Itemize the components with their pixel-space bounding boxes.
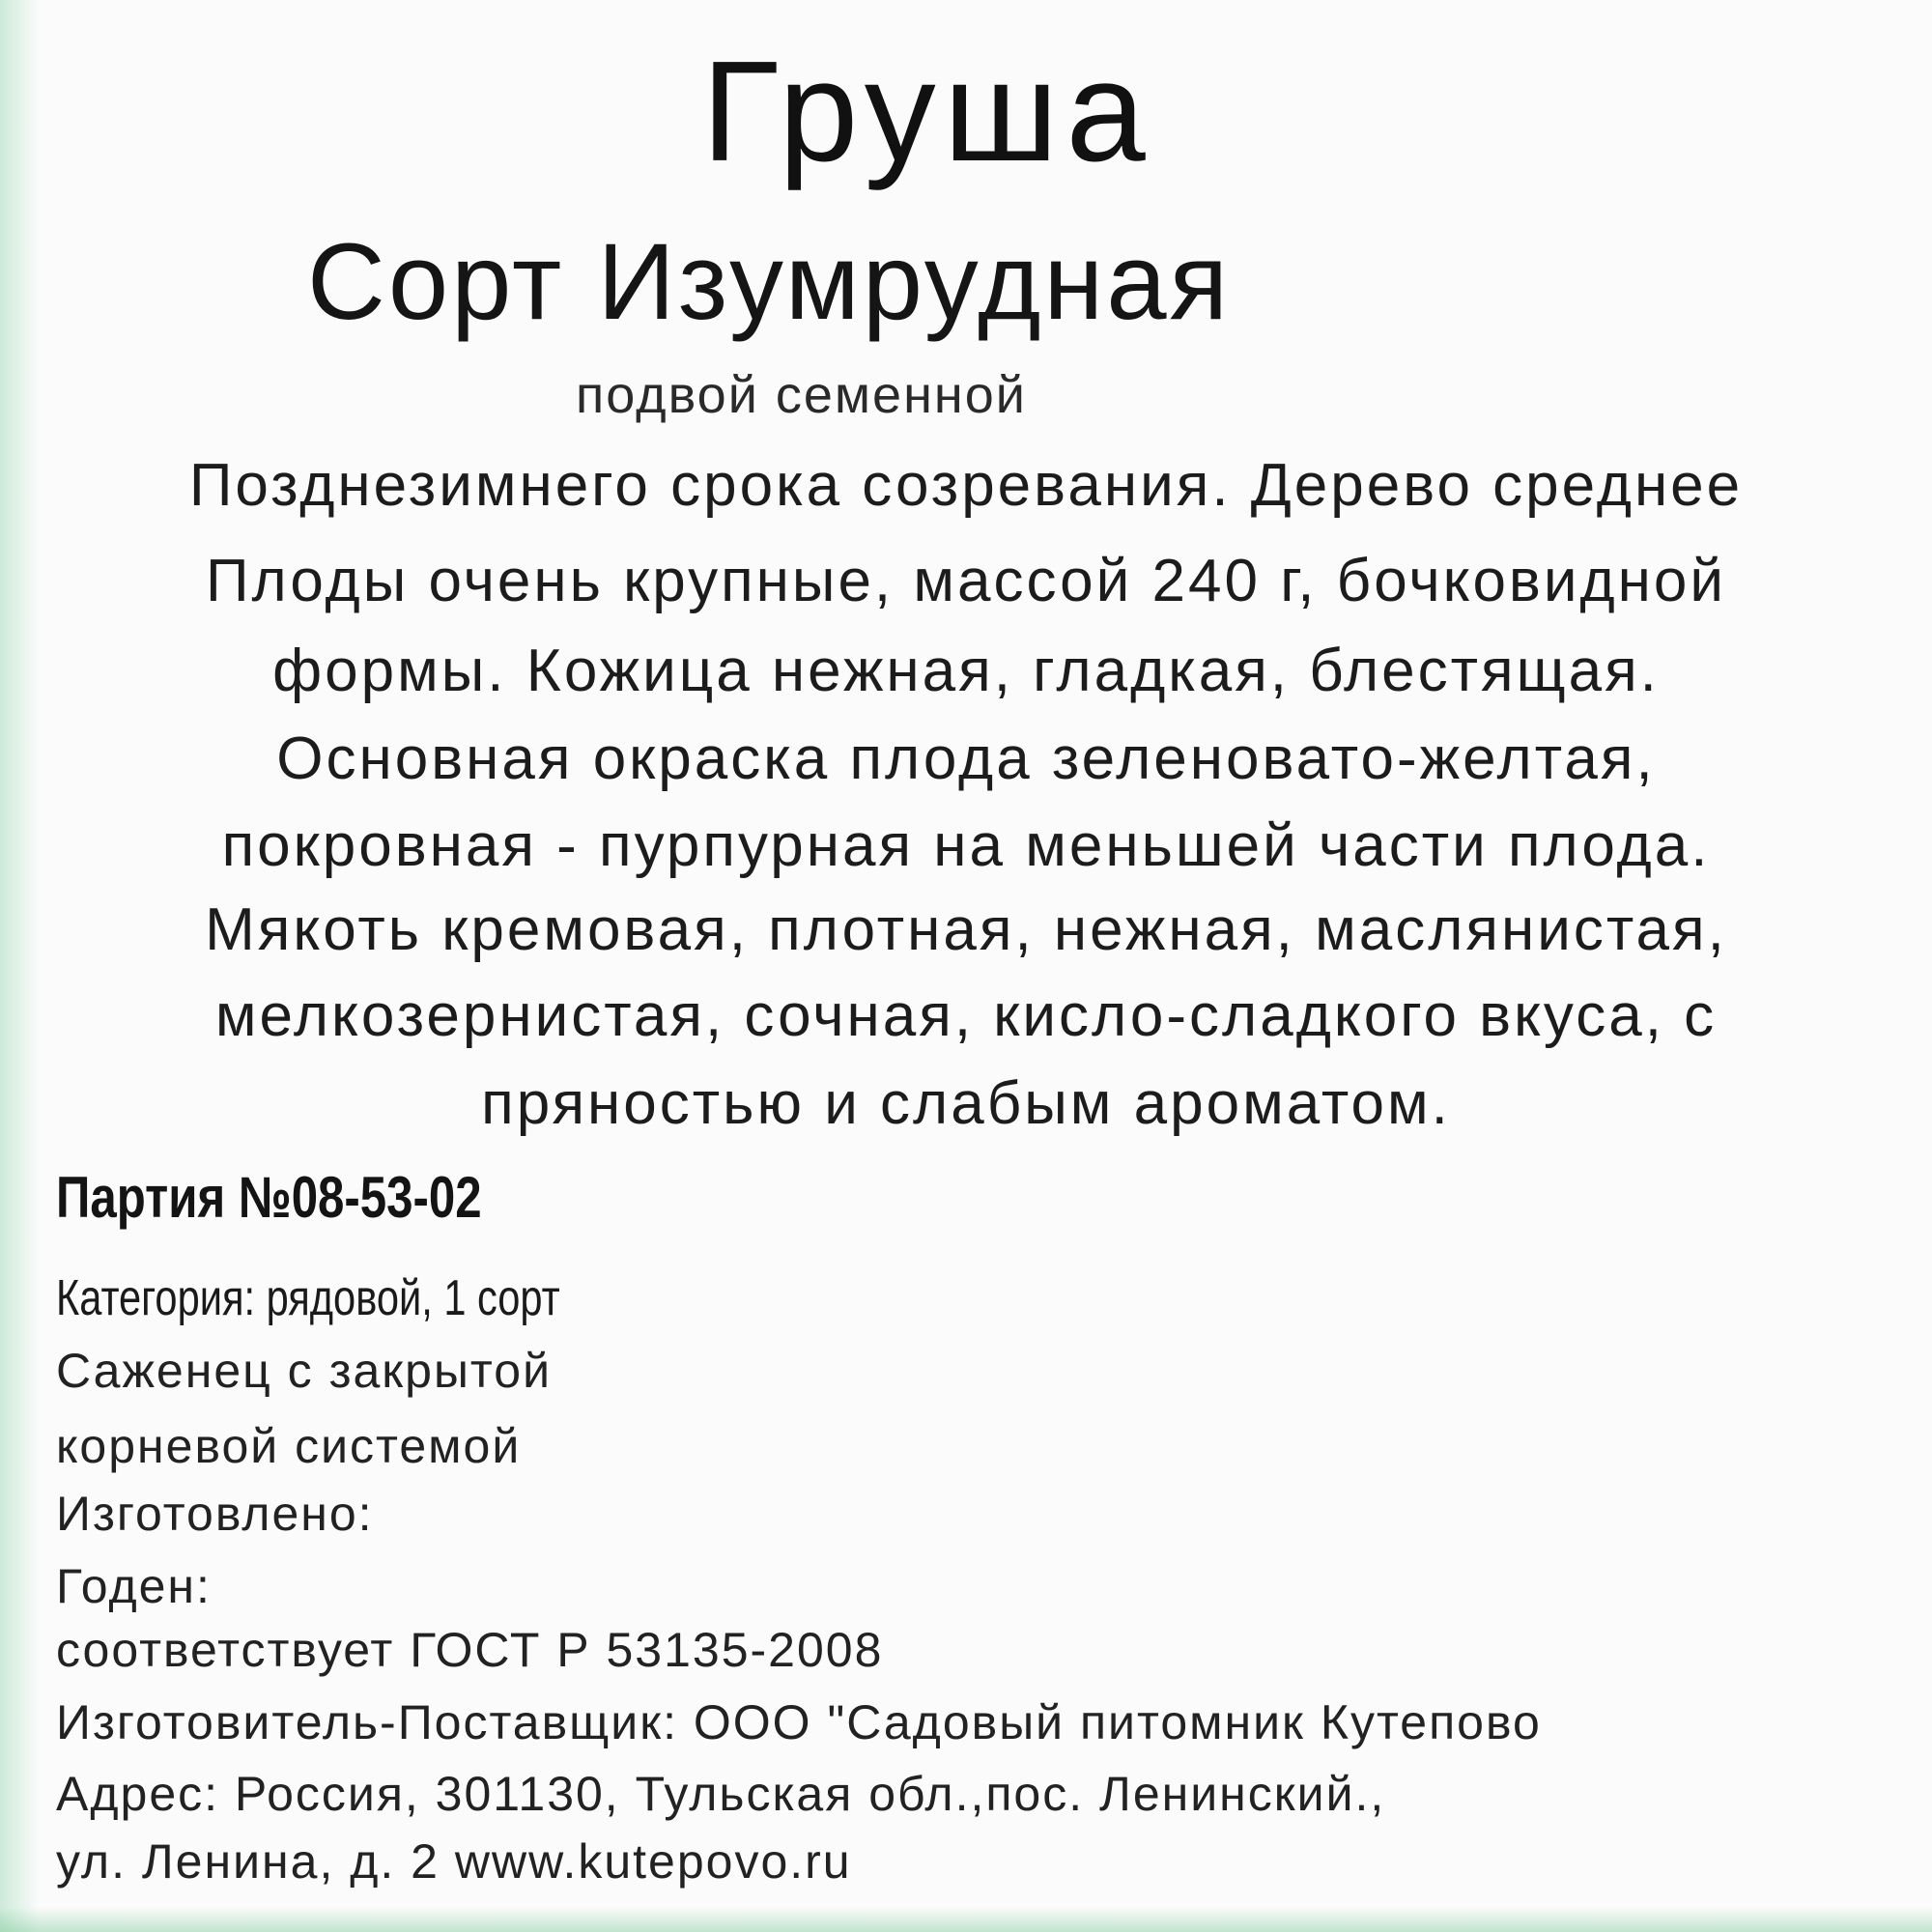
seedling-type-cont: корневой системой — [56, 1419, 522, 1473]
address-cont: ул. Ленина, д. 2 www.kutepovo.ru — [56, 1834, 852, 1889]
description-line: Основная окраска плода зеленовато-желтая, — [276, 725, 1656, 792]
variety-name: Сорт Изумрудная — [307, 221, 1232, 342]
description-line: Позднезимнего срока созревания. Дерево среднее — [188, 452, 1744, 519]
rootstock-type: подвой семенной — [576, 366, 1027, 424]
standard-compliance: соответствует ГОСТ Р 53135-2008 — [56, 1623, 884, 1677]
category: Категория: рядовой, 1 сорт — [56, 1270, 560, 1326]
description-line: формы. Кожица нежная, гладкая, блестящая. — [272, 638, 1660, 704]
seedling-type: Саженец с закрытой — [56, 1344, 553, 1398]
batch-number: Партия №08-53-02 — [56, 1165, 482, 1230]
product-title: Груша — [701, 32, 1153, 191]
description-line: мелкозернистая, сочная, кисло-сладкого вкуса, с — [214, 982, 1718, 1049]
label-edge-tint — [0, 0, 39, 1932]
label-bottom-tint — [0, 1907, 1932, 1932]
description-line: Мякоть кремовая, плотная, нежная, маслянистая, — [205, 896, 1727, 963]
description-line: Плоды очень крупные, массой 240 г, бочковидной — [205, 548, 1727, 614]
address: Адрес: Россия, 301130, Тульская обл.,пос. Ленинский., — [56, 1767, 1386, 1821]
description-line: пряностью и слабым ароматом. — [481, 1070, 1451, 1137]
description-line: покровная - пурпурная на меньшей части плода. — [221, 812, 1711, 879]
valid-until-label: Годен: — [56, 1559, 212, 1613]
manufactured-date-label: Изготовлено: — [56, 1487, 374, 1541]
producer: Изготовитель-Поставщик: ООО "Садовый питомник Кутепово — [56, 1695, 1542, 1749]
